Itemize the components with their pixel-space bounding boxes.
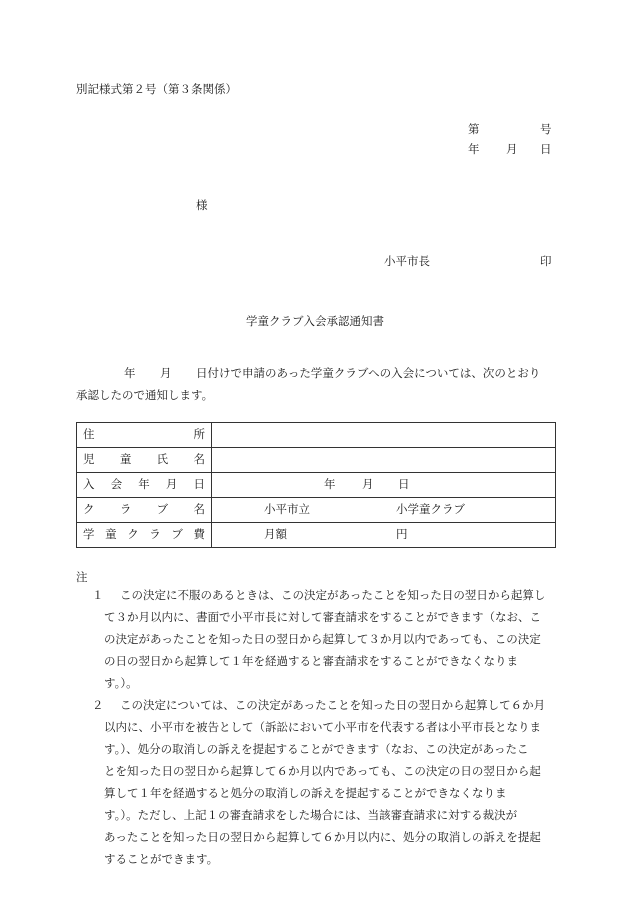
label-char: ク (127, 527, 139, 542)
label-cell (77, 423, 212, 448)
note-line: の日の翌日から起算して１年を経過すると審査請求をすることができなくなりま (104, 654, 518, 668)
join-date-value (212, 473, 556, 498)
label-fee (77, 529, 211, 541)
label-char: 所 (193, 427, 205, 442)
label-char: 童 (105, 527, 117, 542)
label-cell (77, 473, 212, 498)
note-line: この決定に不服のあるときは、この決定があったことを知った日の翌日から起算し (120, 588, 546, 602)
club-name-value (212, 498, 556, 523)
note-number: ２ (92, 698, 104, 712)
date-year: 年 (468, 142, 480, 156)
label-char: 入 (83, 477, 95, 492)
table-row-join-date (77, 473, 556, 498)
note-item-2 (92, 694, 556, 870)
issuer-name: 小平市長 (384, 254, 430, 268)
note-line: て３か月以内に、書面で小平市長に対して審査請求をすることができます（なお、こ (104, 610, 541, 624)
note-line: この決定については、この決定があったことを知った日の翌日から起算して６か月 (120, 698, 546, 712)
note-line: す。）。 (104, 676, 138, 690)
label-char: 会 (110, 477, 123, 492)
notes-heading: 注 (76, 570, 88, 584)
seal-mark: 印 (540, 254, 552, 268)
document-title: 学童クラブ入会承認通知書 (246, 314, 384, 328)
label-char: ブ (171, 527, 183, 542)
label-char: 住 (83, 427, 95, 442)
label-cell (77, 523, 212, 548)
club-suffix: 小学童クラブ (396, 502, 465, 516)
note-line: することができます。 (104, 852, 219, 866)
label-char: 名 (193, 502, 205, 517)
note-item-1 (92, 584, 556, 694)
label-char: 名 (193, 452, 205, 467)
note-line: 算して１年を経過すると処分の取消しの訴えを提起することができなくなりま (104, 786, 507, 800)
note-line: とを知った日の翌日から起算して６か月以内であっても、この決定の日の翌日から起 (104, 764, 541, 778)
note-line: の決定があったことを知った日の翌日から起算して３か月以内であっても、この決定 (104, 632, 541, 646)
label-char: 月 (165, 477, 178, 492)
fee-value (212, 523, 556, 548)
label-char: ク (83, 502, 95, 517)
intro-paragraph-line2: 承認したので通知します。 (76, 388, 214, 402)
club-prefix: 小平市立 (264, 502, 310, 516)
intro-paragraph-line1 (124, 366, 541, 380)
join-day: 日 (398, 477, 410, 491)
label-char: 費 (193, 527, 205, 542)
info-table (76, 422, 556, 548)
label-char: 年 (138, 477, 150, 492)
fee-yen: 円 (396, 527, 408, 541)
label-child-name (77, 454, 211, 466)
label-char: 氏 (156, 452, 169, 467)
label-char: 児 (83, 452, 95, 467)
table-row-address (77, 423, 556, 448)
label-join-date (77, 479, 211, 491)
number-dai: 第 (468, 122, 480, 136)
note-line: す。）。ただし、上記１の審査請求をした場合には、当該審査請求に対する裁決が (104, 808, 518, 822)
label-cell (77, 498, 212, 523)
intro-year: 年 (124, 366, 136, 380)
label-cell (77, 448, 212, 473)
document-number-line (468, 122, 552, 136)
document-date-line (468, 142, 552, 156)
note-number: １ (92, 588, 104, 602)
label-char: 学 (83, 527, 95, 542)
table-row-child-name (77, 448, 556, 473)
label-char: ラ (119, 502, 132, 517)
address-value (212, 423, 556, 448)
note-line: あったことを知った日の翌日から起算して６か月以内に、処分の取消しの訴えを提起 (104, 830, 541, 844)
fee-monthly: 月額 (264, 527, 287, 541)
label-address (77, 429, 211, 441)
recipient-honorific: 様 (196, 198, 208, 212)
form-identifier: 別記様式第２号（第３条関係） (76, 82, 237, 96)
label-char: 童 (119, 452, 132, 467)
date-day: 日 (540, 142, 552, 156)
note-line: す。）、処分の取消しの訴えを提起することができます（なお、この決定があったこ (104, 742, 529, 756)
join-year: 年 (324, 477, 336, 491)
number-go: 号 (540, 122, 552, 136)
note-line: 以内に、小平市を被告として（訴訟において小平市を代表する者は小平市長となりま (104, 720, 541, 734)
date-month: 月 (506, 142, 518, 156)
intro-rest: 日付けで申請のあった学童クラブへの入会については、次のとおり (196, 366, 541, 380)
table-row-club-name (77, 498, 556, 523)
intro-month: 月 (160, 366, 172, 380)
label-club-name (77, 504, 211, 516)
label-char: 日 (193, 477, 205, 492)
label-char: ラ (149, 527, 161, 542)
table-row-fee (77, 523, 556, 548)
join-month: 月 (362, 477, 374, 491)
child-name-value (212, 448, 556, 473)
label-char: ブ (156, 502, 169, 517)
